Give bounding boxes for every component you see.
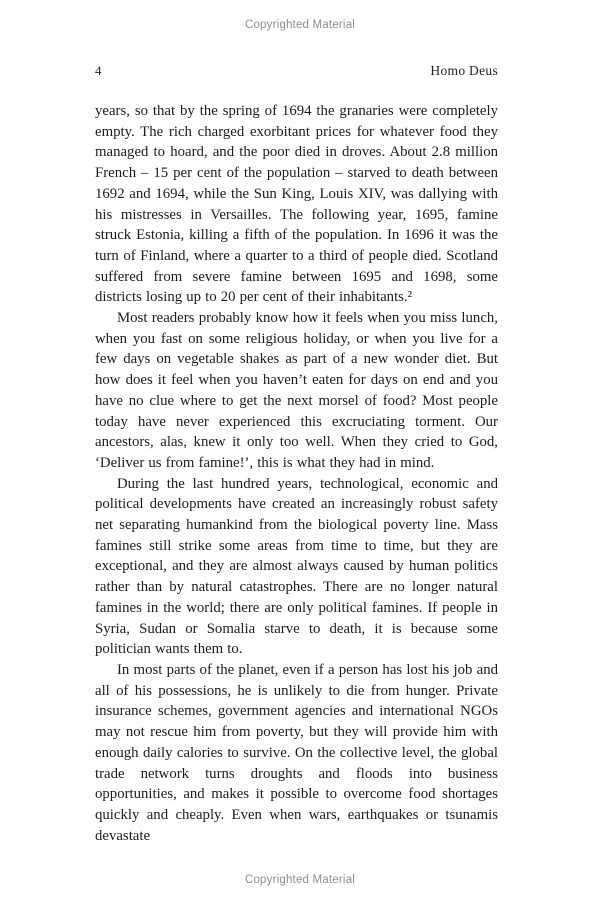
running-header (95, 63, 498, 79)
page-content (95, 63, 498, 846)
copyright-notice-top: Copyrighted Material (244, 19, 356, 31)
copyright-notice-bottom: Copyrighted Material (244, 874, 356, 886)
paragraph-3: During the last hundred years, technological, economic and political developments have created an increasingly robust safety net separating humankind from the biological poverty line. Mass famines still strike some areas from time to time, but they are exceptional, and they are almost always caused by human politics rather than by natural catastrophes. There are no longer natural famines in the world; there are only political famines. If people in Syria, Sudan or Somalia starve to death, it is because some politician wants them to. (95, 475, 498, 658)
running-title: Homo Deus (430, 63, 498, 78)
paragraph-4: In most parts of the planet, even if a person has lost his job and all of his possessions, he is unlikely to die from hunger. Private insurance schemes, government agencies and international NGOs may not rescue him from poverty, but they will provide him with enough daily calories to survive. On the collective level, the global trade network turns droughts and floods into business opportunities, and makes it possible to overcome food shortages quickly and cheaply. Even when wars, earthquakes or tsunamis devastate (95, 661, 498, 844)
paragraph-1: years, so that by the spring of 1694 the granaries were completely empty. The rich charged exorbitant prices for whatever food they managed to hoard, and the poor died in droves. About 2.8 million French – 15 per cent of the population – starved to death between 1692 and 1694, while the Sun King, Louis XIV, was dallying with his mistresses in Versailles. The following year, 1695, famine struck Estonia, killing a fifth of the population. In 1696 it was the turn of Finland, where a quarter to a third of people died. Scotland suffered from severe famine between 1695 and 1698, some districts losing up to 20 per cent of their inhabitants.² (95, 103, 498, 306)
page-number: 4 (95, 63, 102, 78)
paragraph-2: Most readers probably know how it feels when you miss lunch, when you fast on some religious holiday, or when you live for a few days on vegetable shakes as part of a new wonder diet. But how does it feel when you haven’t eaten for days on end and you have no clue where to get the next morsel of food? Most people today have never experienced this excruciating torment. Our ancestors, alas, knew it only too well. When they cried to God, ‘Deliver us from famine!’, this is what they had in mind. (95, 310, 498, 471)
body-text (95, 101, 498, 846)
